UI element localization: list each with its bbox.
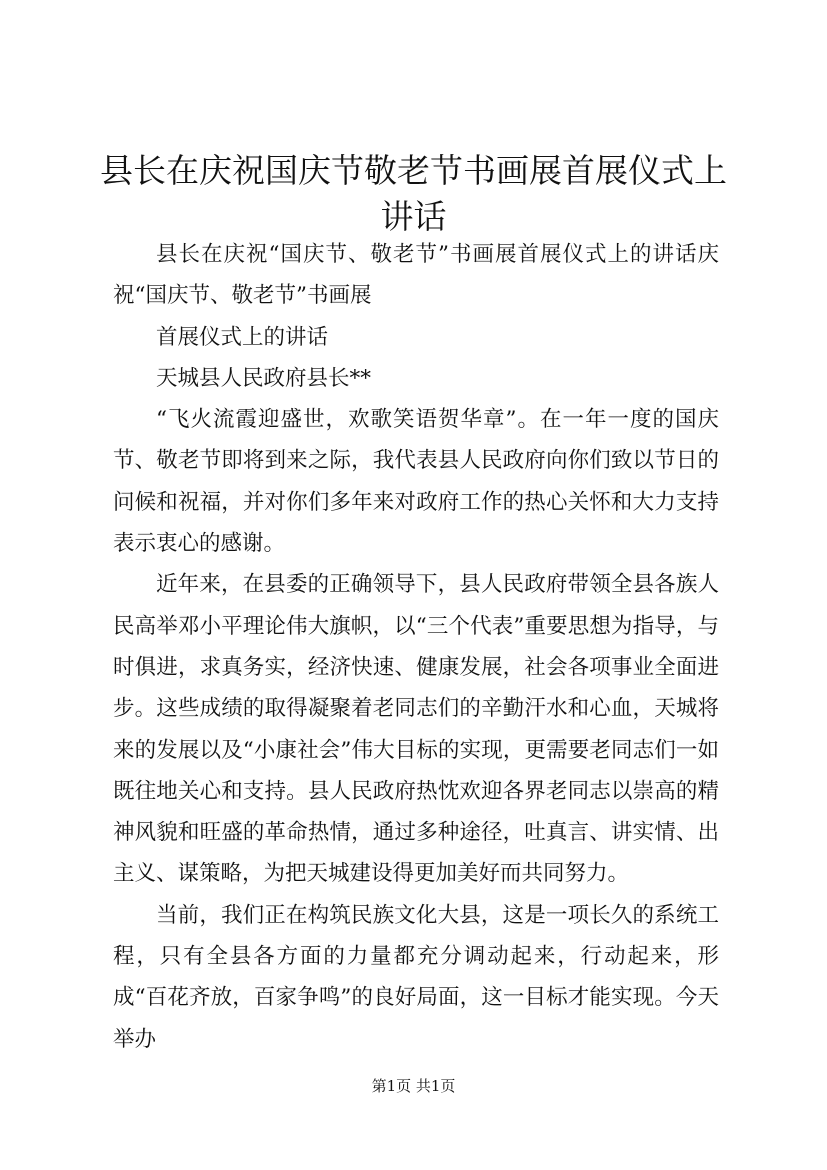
paragraph: 首展仪式上的讲话 xyxy=(156,324,329,350)
paragraph: “飞火流霞迎盛世，欢歌笑语贺华章”。在一年一度的国庆节、敬老节即将到来之际，我代表县人民政府向你们致以节日的问候和祝福，并对你们多年来对政府工作的热心关怀和大力支持表示衷心的感谢。 xyxy=(113,407,719,557)
document-body xyxy=(113,234,719,1060)
paragraph: 近年来，在县委的正确领导下，县人民政府带领全县各族人民高举邓小平理论伟大旗帜，以“三个代表”重要思想为指导，与时俱进，求真务实，经济快速、健康发展，社会各项事业全面进步。这些成绩的取得凝聚着老同志们的辛勤汗水和心血，天城将来的发展以及“小康社会”伟大目标的实现，更需要老同志们一如既往地关心和支持。县人民政府热忱欢迎各界老同志以崇高的精神风貌和旺盛的革命热情，通过多种途径，吐真言、讲实情、出主义、谋策略，为把天城建设得更加美好而共同努力。 xyxy=(113,572,719,887)
paragraph: 县长在庆祝“国庆节、敬老节”书画展首展仪式上的讲话庆祝“国庆节、敬老节”书画展 xyxy=(113,242,719,309)
document-title: 县长在庆祝国庆节敬老节书画展首展仪式上讲话 xyxy=(100,151,727,236)
paragraph: 当前，我们正在构筑民族文化大县，这是一项长久的系统工程，只有全县各方面的力量都充分调动起来，行动起来，形成“百花齐放，百家争鸣”的良好局面，这一目标才能实现。今天举办 xyxy=(113,902,719,1052)
page-footer: 第1页 共1页 xyxy=(371,1077,456,1095)
paragraph: 天城县人民政府县长** xyxy=(156,365,372,391)
